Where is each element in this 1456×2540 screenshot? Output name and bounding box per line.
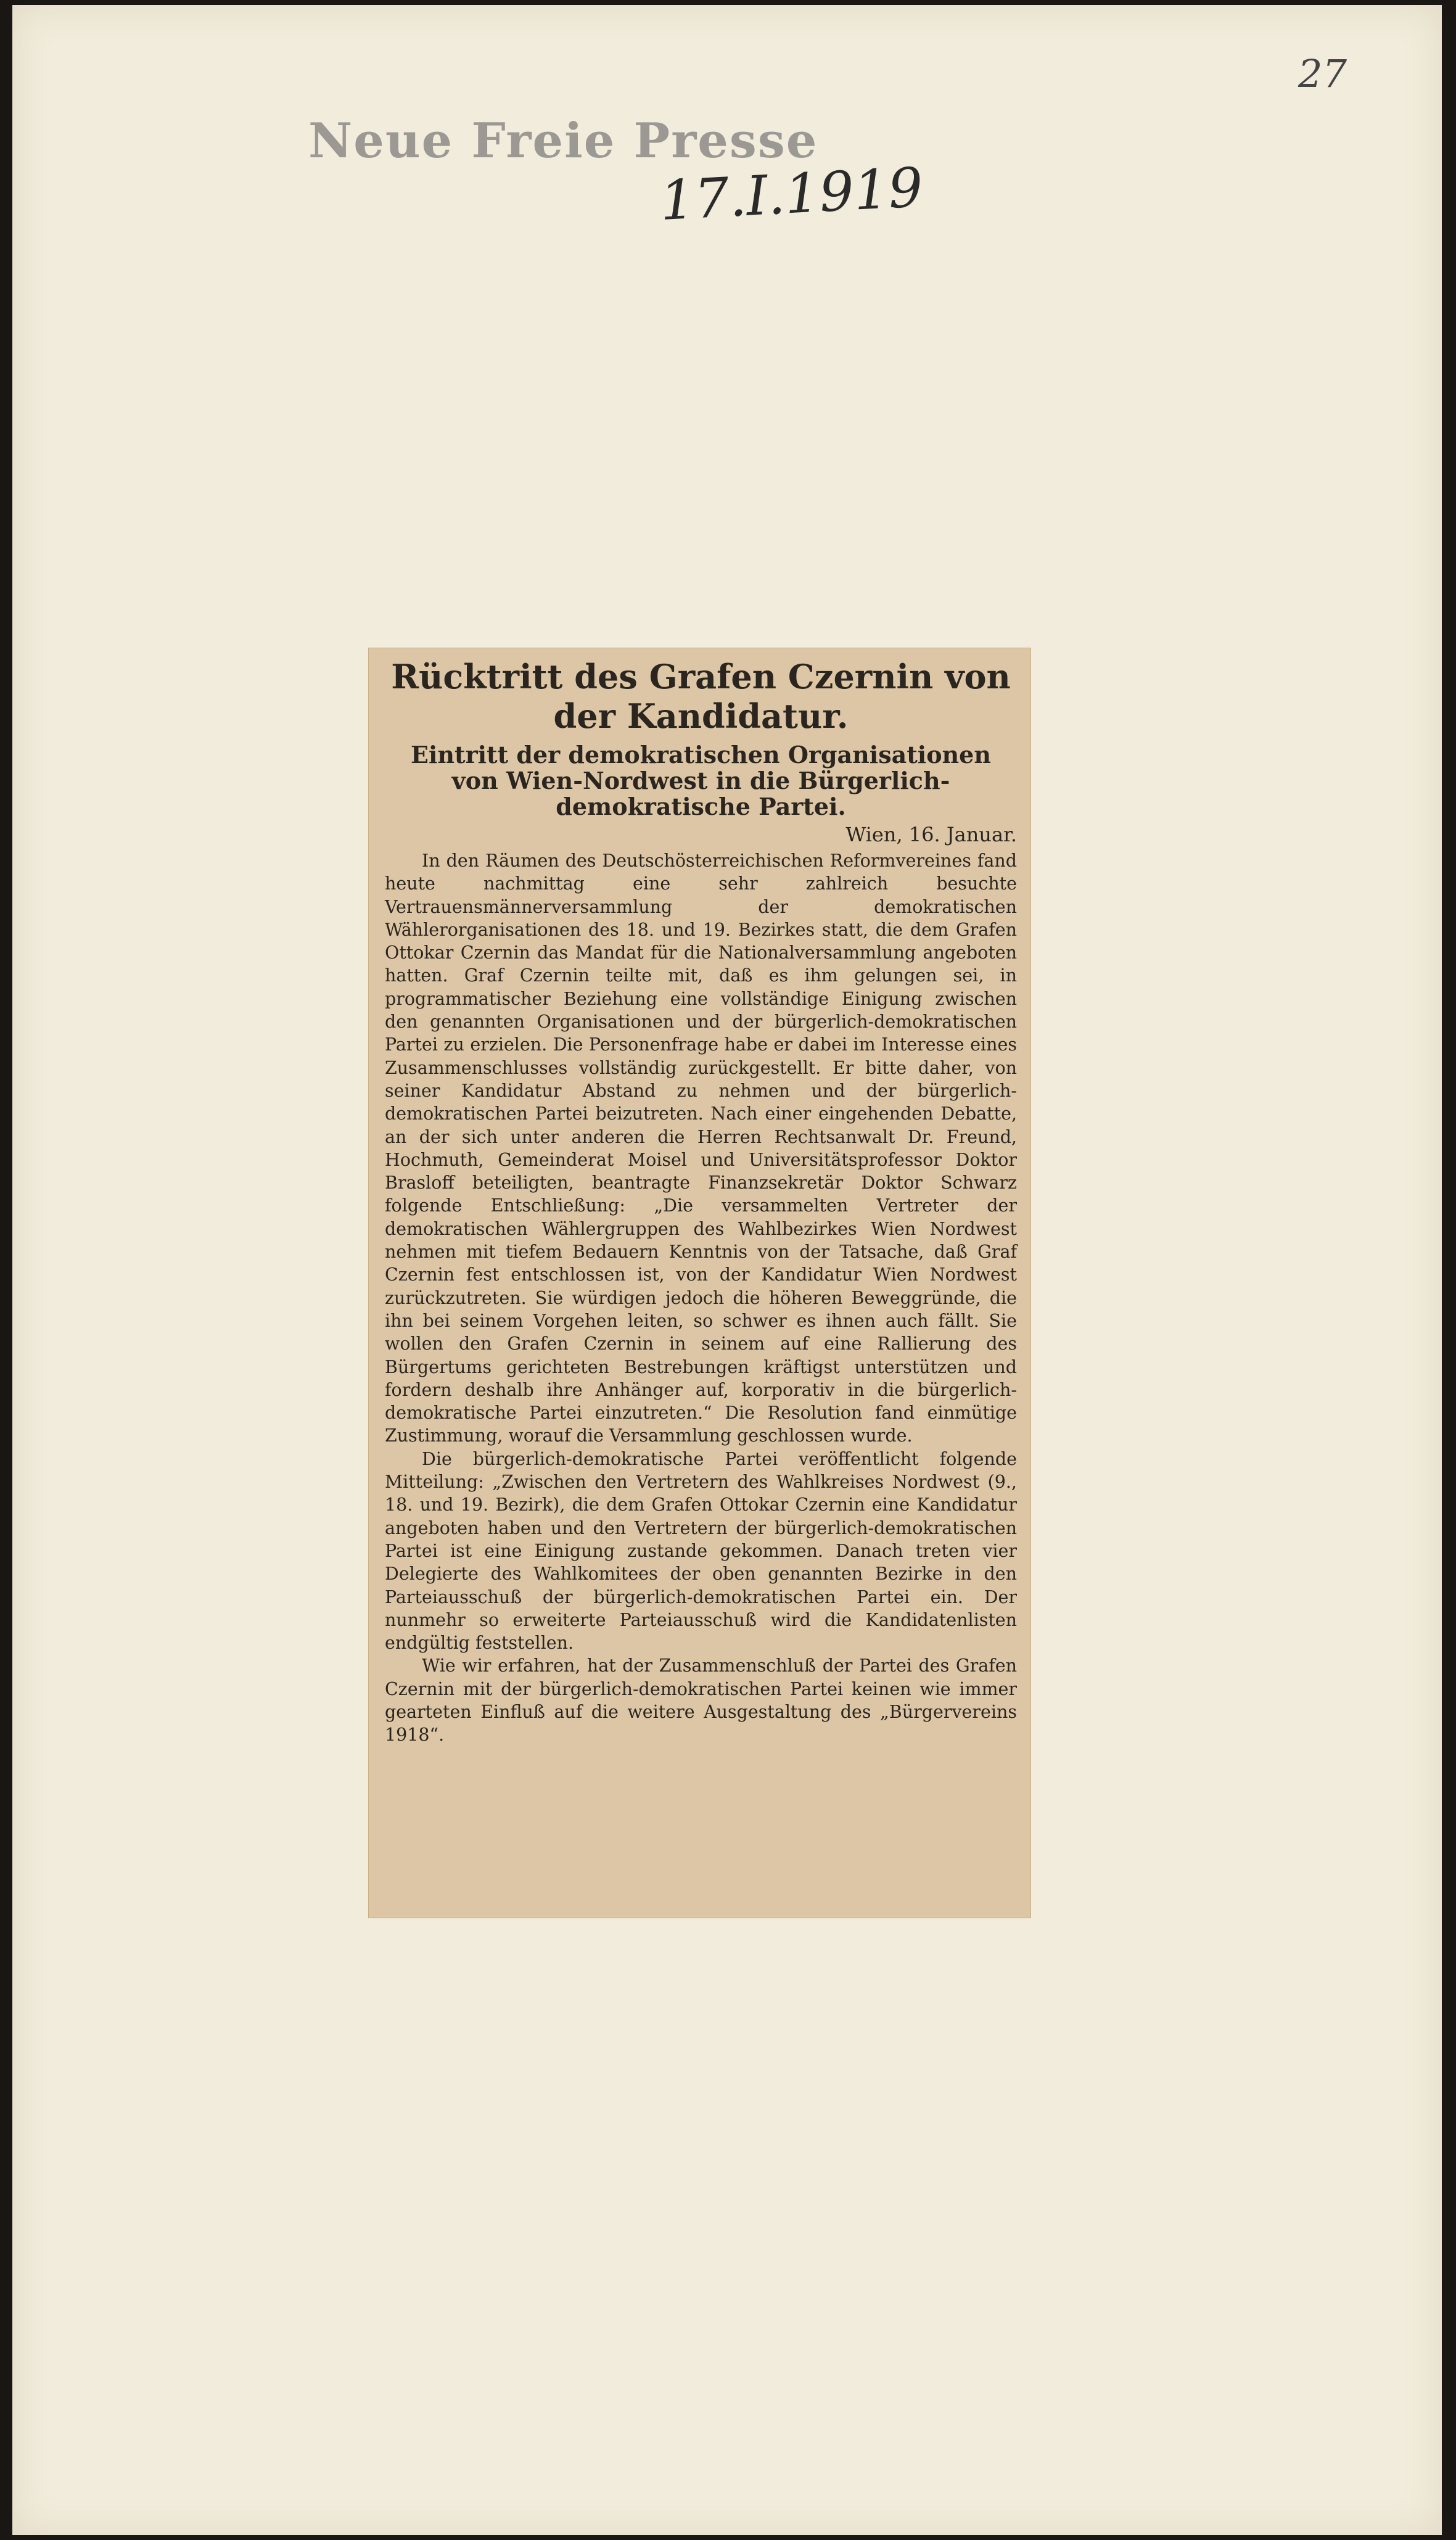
article-paragraph-1: In den Räumen des Deutschösterreichischen Reformvereines fand heute nachmittag eine sehr zahlreich besuchte Vertrauensmännerversammlung der demokratischen Wählerorganisationen des 18. und 19. Bezirkes statt, die dem Grafen Ottokar Czernin das Mandat für die Nationalversammlung angeboten hatten. Graf Czernin teilte mit, daß es ihm gelungen sei, in programmatischer Beziehung eine vollständige Einigung zwischen den genannten Organisationen und der bürgerlich-demokratischen Partei zu erzielen. Die Personenfrage habe er dabei im Interesse eines Zusammenschlusses vollständig zurückgestellt. Er bitte daher, von seiner Kandidatur Abstand zu nehmen und der bürgerlich-demokratischen Partei beizutreten. Nach einer eingehenden Debatte, an der sich unter anderen die Herren Rechtsanwalt Dr. Freund, Hochmuth, Gemeinderat Moisel und Universitätsprofessor Doktor Brasloff beteiligten, beantragte Finanzsekretär Doktor Schwarz folgende Entschließung: „Die versammelten Vertreter der demokratischen Wählergruppen des Wahlbezirkes Wien Nordwest nehmen mit tiefem Bedauern Kenntnis von der Tatsache, daß Graf Czernin fest entschlossen ist, von der Kandidatur Wien Nordwest zurückzutreten. Sie würdigen jedoch die höheren Beweggründe, die ihn bei seinem Vorgehen leiten, so schwer es ihnen auch fällt. Sie wollen den Grafen Czernin in seinem auf eine Rallierung des Bürgertums gerichteten Bestrebungen kräftigst unterstützen und fordern deshalb ihre Anhänger auf, korporativ in die bürgerlich-demokratische Partei einzutreten.“ Die Resolution fand einmütige Zustimmung, worauf die Versammlung geschlossen wurde. <box>385 851 1017 1446</box>
article-paragraph-3: Wie wir erfahren, hat der Zusammenschluß der Partei des Grafen Czernin mit der bürgerlich-demokratischen Partei keinen wie immer gearteten Einfluß auf die weitere Ausgestaltung des „Bürgervereins 1918“. <box>385 1656 1017 1746</box>
article-dateline: Wien, 16. Januar. <box>845 823 1017 846</box>
article-paragraph-2: Die bürgerlich-demokratische Partei veröffentlicht folgende Mitteilung: „Zwischen den Vertretern des Wahlkreises Nordwest (9., 18. und 19. Bezirk), die dem Grafen Ottokar Czernin eine Kandidatur angeboten haben und den Vertretern der bürgerlich-demokratischen Partei ist eine Einigung zustande gekommen. Danach treten vier Delegierte des Wahlkomitees der oben genannten Bezirke in den Parteiausschuß der bürgerlich-demokratischen Partei ein. Der nunmehr so erweiterte Parteiausschuß wird die Kandidatenlisten endgültig feststellen. <box>385 1448 1017 1654</box>
handwritten-date: 17.I.1919 <box>658 155 925 233</box>
page-number: 27 <box>1298 51 1347 96</box>
article-headline: Rücktritt des Grafen Czernin von der Kandidatur. <box>391 657 1011 736</box>
newspaper-clipping <box>368 648 1031 1918</box>
newspaper-stamp: Neue Freie Presse <box>308 113 818 169</box>
article-subheadline: Eintritt der demokratischen Organisationen von Wien-Nordwest in die Bürgerlich-demokratische Partei. <box>411 741 991 820</box>
